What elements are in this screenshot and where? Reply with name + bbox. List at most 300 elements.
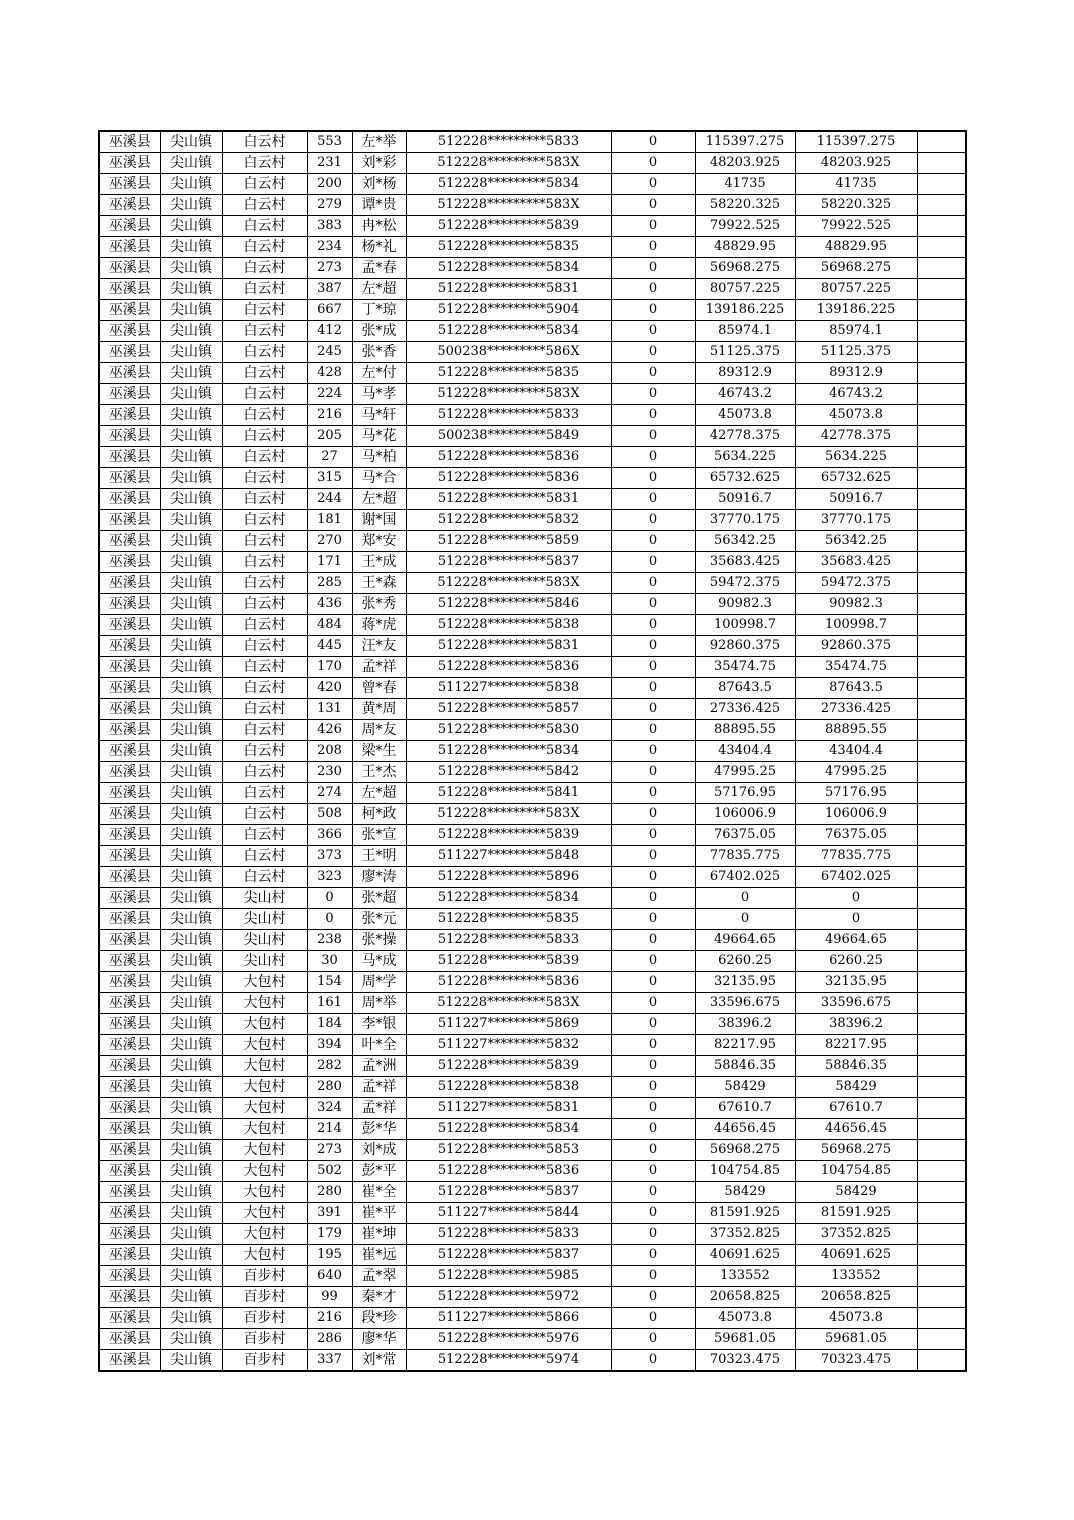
id-number-cell: 512228*********5830	[406, 720, 611, 741]
blank-cell	[917, 972, 966, 993]
town-cell: 尖山镇	[160, 279, 222, 300]
town-cell: 尖山镇	[160, 405, 222, 426]
area-cell: 171	[307, 552, 352, 573]
name-cell: 王*明	[352, 846, 406, 867]
area-cell: 502	[307, 1161, 352, 1182]
blank-cell	[917, 1287, 966, 1308]
village-cell: 大包村	[222, 1119, 307, 1140]
amount-cell: 5634.225	[695, 447, 795, 468]
amount-cell: 50916.7	[695, 489, 795, 510]
name-cell: 刘*成	[352, 1140, 406, 1161]
area-cell: 323	[307, 867, 352, 888]
blank-cell	[917, 762, 966, 783]
amount-cell: 70323.475	[695, 1350, 795, 1372]
table-row	[99, 636, 966, 657]
name-cell: 张*香	[352, 342, 406, 363]
amount-cell: 87643.5	[695, 678, 795, 699]
village-cell: 大包村	[222, 1077, 307, 1098]
blank-cell	[917, 300, 966, 321]
amount-cell: 58429	[695, 1077, 795, 1098]
blank-cell	[917, 720, 966, 741]
amount-cell: 139186.225	[695, 300, 795, 321]
village-cell: 白云村	[222, 867, 307, 888]
id-number-cell: 512228*********5836	[406, 657, 611, 678]
id-number-cell: 512228*********5834	[406, 258, 611, 279]
area-cell: 181	[307, 510, 352, 531]
name-cell: 左*超	[352, 489, 406, 510]
town-cell: 尖山镇	[160, 930, 222, 951]
county-cell: 巫溪县	[99, 1266, 160, 1287]
county-cell: 巫溪县	[99, 1182, 160, 1203]
town-cell: 尖山镇	[160, 384, 222, 405]
name-cell: 张*宣	[352, 825, 406, 846]
table-row	[99, 1266, 966, 1287]
county-cell: 巫溪县	[99, 405, 160, 426]
total-cell: 67402.025	[795, 867, 917, 888]
amount-cell: 80757.225	[695, 279, 795, 300]
village-cell: 白云村	[222, 552, 307, 573]
blank-cell	[917, 131, 966, 153]
id-number-cell: 512228*********5833	[406, 930, 611, 951]
town-cell: 尖山镇	[160, 888, 222, 909]
table-row	[99, 321, 966, 342]
table-row	[99, 174, 966, 195]
area-cell: 412	[307, 321, 352, 342]
village-cell: 大包村	[222, 1140, 307, 1161]
village-cell: 白云村	[222, 131, 307, 153]
total-cell: 106006.9	[795, 804, 917, 825]
total-cell: 92860.375	[795, 636, 917, 657]
table-row	[99, 1077, 966, 1098]
amount-cell: 0	[695, 888, 795, 909]
county-cell: 巫溪县	[99, 636, 160, 657]
town-cell: 尖山镇	[160, 195, 222, 216]
amount-cell: 88895.55	[695, 720, 795, 741]
zero-cell: 0	[611, 426, 695, 447]
name-cell: 王*森	[352, 573, 406, 594]
amount-cell: 27336.425	[695, 699, 795, 720]
town-cell: 尖山镇	[160, 1203, 222, 1224]
table-row	[99, 489, 966, 510]
total-cell: 50916.7	[795, 489, 917, 510]
county-cell: 巫溪县	[99, 195, 160, 216]
name-cell: 周*举	[352, 993, 406, 1014]
name-cell: 段*珍	[352, 1308, 406, 1329]
county-cell: 巫溪县	[99, 993, 160, 1014]
total-cell: 45073.8	[795, 405, 917, 426]
total-cell: 32135.95	[795, 972, 917, 993]
village-cell: 白云村	[222, 699, 307, 720]
village-cell: 白云村	[222, 468, 307, 489]
amount-cell: 100998.7	[695, 615, 795, 636]
id-number-cell: 512228*********5857	[406, 699, 611, 720]
amount-cell: 43404.4	[695, 741, 795, 762]
blank-cell	[917, 258, 966, 279]
total-cell: 42778.375	[795, 426, 917, 447]
village-cell: 白云村	[222, 762, 307, 783]
county-cell: 巫溪县	[99, 1287, 160, 1308]
village-cell: 白云村	[222, 342, 307, 363]
table-row	[99, 1329, 966, 1350]
name-cell: 马*合	[352, 468, 406, 489]
total-cell: 81591.925	[795, 1203, 917, 1224]
total-cell: 48203.925	[795, 153, 917, 174]
amount-cell: 44656.45	[695, 1119, 795, 1140]
zero-cell: 0	[611, 615, 695, 636]
total-cell: 79922.525	[795, 216, 917, 237]
total-cell: 59681.05	[795, 1329, 917, 1350]
id-number-cell: 512228*********5834	[406, 1119, 611, 1140]
total-cell: 58429	[795, 1182, 917, 1203]
id-number-cell: 512228*********5839	[406, 216, 611, 237]
county-cell: 巫溪县	[99, 594, 160, 615]
town-cell: 尖山镇	[160, 363, 222, 384]
town-cell: 尖山镇	[160, 678, 222, 699]
area-cell: 280	[307, 1182, 352, 1203]
total-cell: 48829.95	[795, 237, 917, 258]
village-cell: 白云村	[222, 426, 307, 447]
table-row	[99, 1308, 966, 1329]
area-cell: 426	[307, 720, 352, 741]
county-cell: 巫溪县	[99, 1056, 160, 1077]
county-cell: 巫溪县	[99, 342, 160, 363]
id-number-cell: 512228*********583X	[406, 804, 611, 825]
zero-cell: 0	[611, 1119, 695, 1140]
id-number-cell: 512228*********5836	[406, 972, 611, 993]
zero-cell: 0	[611, 363, 695, 384]
area-cell: 508	[307, 804, 352, 825]
blank-cell	[917, 1077, 966, 1098]
area-cell: 224	[307, 384, 352, 405]
zero-cell: 0	[611, 405, 695, 426]
zero-cell: 0	[611, 1014, 695, 1035]
id-number-cell: 511227*********5844	[406, 1203, 611, 1224]
town-cell: 尖山镇	[160, 552, 222, 573]
id-number-cell: 500238*********586X	[406, 342, 611, 363]
county-cell: 巫溪县	[99, 888, 160, 909]
amount-cell: 20658.825	[695, 1287, 795, 1308]
table-row	[99, 216, 966, 237]
name-cell: 张*操	[352, 930, 406, 951]
village-cell: 白云村	[222, 153, 307, 174]
id-number-cell: 512228*********5838	[406, 615, 611, 636]
county-cell: 巫溪县	[99, 237, 160, 258]
total-cell: 51125.375	[795, 342, 917, 363]
zero-cell: 0	[611, 930, 695, 951]
id-number-cell: 512228*********5974	[406, 1350, 611, 1372]
county-cell: 巫溪县	[99, 1098, 160, 1119]
village-cell: 大包村	[222, 1161, 307, 1182]
table-row	[99, 237, 966, 258]
total-cell: 58846.35	[795, 1056, 917, 1077]
zero-cell: 0	[611, 888, 695, 909]
id-number-cell: 512228*********5839	[406, 1056, 611, 1077]
total-cell: 139186.225	[795, 300, 917, 321]
town-cell: 尖山镇	[160, 426, 222, 447]
id-number-cell: 512228*********5839	[406, 951, 611, 972]
village-cell: 白云村	[222, 321, 307, 342]
amount-cell: 58220.325	[695, 195, 795, 216]
zero-cell: 0	[611, 1350, 695, 1372]
name-cell: 秦*才	[352, 1287, 406, 1308]
amount-cell: 48203.925	[695, 153, 795, 174]
area-cell: 324	[307, 1098, 352, 1119]
amount-cell: 51125.375	[695, 342, 795, 363]
blank-cell	[917, 594, 966, 615]
id-number-cell: 512228*********5833	[406, 405, 611, 426]
blank-cell	[917, 531, 966, 552]
blank-cell	[917, 1119, 966, 1140]
total-cell: 45073.8	[795, 1308, 917, 1329]
amount-cell: 40691.625	[695, 1245, 795, 1266]
table-row	[99, 531, 966, 552]
name-cell: 廖*涛	[352, 867, 406, 888]
table-row	[99, 258, 966, 279]
county-cell: 巫溪县	[99, 1224, 160, 1245]
total-cell: 41735	[795, 174, 917, 195]
total-cell: 104754.85	[795, 1161, 917, 1182]
name-cell: 柯*政	[352, 804, 406, 825]
table-row	[99, 657, 966, 678]
total-cell: 70323.475	[795, 1350, 917, 1372]
table-row	[99, 1098, 966, 1119]
area-cell: 0	[307, 888, 352, 909]
amount-cell: 35683.425	[695, 552, 795, 573]
county-cell: 巫溪县	[99, 1203, 160, 1224]
blank-cell	[917, 552, 966, 573]
zero-cell: 0	[611, 993, 695, 1014]
blank-cell	[917, 1161, 966, 1182]
zero-cell: 0	[611, 1287, 695, 1308]
zero-cell: 0	[611, 1140, 695, 1161]
county-cell: 巫溪县	[99, 384, 160, 405]
county-cell: 巫溪县	[99, 279, 160, 300]
amount-cell: 115397.275	[695, 131, 795, 153]
id-number-cell: 512228*********5831	[406, 636, 611, 657]
village-cell: 大包村	[222, 1098, 307, 1119]
zero-cell: 0	[611, 489, 695, 510]
blank-cell	[917, 1266, 966, 1287]
zero-cell: 0	[611, 573, 695, 594]
blank-cell	[917, 888, 966, 909]
village-cell: 白云村	[222, 573, 307, 594]
county-cell: 巫溪县	[99, 174, 160, 195]
town-cell: 尖山镇	[160, 153, 222, 174]
blank-cell	[917, 741, 966, 762]
town-cell: 尖山镇	[160, 573, 222, 594]
town-cell: 尖山镇	[160, 174, 222, 195]
zero-cell: 0	[611, 447, 695, 468]
blank-cell	[917, 615, 966, 636]
blank-cell	[917, 804, 966, 825]
village-cell: 白云村	[222, 510, 307, 531]
table-row	[99, 993, 966, 1014]
county-cell: 巫溪县	[99, 1329, 160, 1350]
name-cell: 左*超	[352, 279, 406, 300]
zero-cell: 0	[611, 1245, 695, 1266]
county-cell: 巫溪县	[99, 825, 160, 846]
id-number-cell: 512228*********5985	[406, 1266, 611, 1287]
amount-cell: 59681.05	[695, 1329, 795, 1350]
amount-cell: 56968.275	[695, 1140, 795, 1161]
blank-cell	[917, 342, 966, 363]
county-cell: 巫溪县	[99, 951, 160, 972]
blank-cell	[917, 174, 966, 195]
area-cell: 420	[307, 678, 352, 699]
id-number-cell: 511227*********5869	[406, 1014, 611, 1035]
name-cell: 彭*华	[352, 1119, 406, 1140]
village-cell: 白云村	[222, 174, 307, 195]
county-cell: 巫溪县	[99, 468, 160, 489]
id-number-cell: 512228*********5838	[406, 1077, 611, 1098]
total-cell: 58220.325	[795, 195, 917, 216]
id-number-cell: 512228*********5846	[406, 594, 611, 615]
zero-cell: 0	[611, 174, 695, 195]
id-number-cell: 512228*********5837	[406, 552, 611, 573]
name-cell: 汪*友	[352, 636, 406, 657]
total-cell: 43404.4	[795, 741, 917, 762]
zero-cell: 0	[611, 300, 695, 321]
town-cell: 尖山镇	[160, 1287, 222, 1308]
zero-cell: 0	[611, 342, 695, 363]
name-cell: 彭*平	[352, 1161, 406, 1182]
id-number-cell: 512228*********5841	[406, 783, 611, 804]
name-cell: 谭*贵	[352, 195, 406, 216]
village-cell: 大包村	[222, 993, 307, 1014]
county-cell: 巫溪县	[99, 846, 160, 867]
area-cell: 285	[307, 573, 352, 594]
blank-cell	[917, 867, 966, 888]
amount-cell: 67402.025	[695, 867, 795, 888]
id-number-cell: 512228*********5976	[406, 1329, 611, 1350]
area-cell: 170	[307, 657, 352, 678]
town-cell: 尖山镇	[160, 762, 222, 783]
town-cell: 尖山镇	[160, 1161, 222, 1182]
table-row	[99, 300, 966, 321]
total-cell: 56342.25	[795, 531, 917, 552]
area-cell: 270	[307, 531, 352, 552]
town-cell: 尖山镇	[160, 909, 222, 930]
county-cell: 巫溪县	[99, 720, 160, 741]
blank-cell	[917, 1098, 966, 1119]
zero-cell: 0	[611, 1182, 695, 1203]
county-cell: 巫溪县	[99, 1350, 160, 1372]
county-cell: 巫溪县	[99, 1161, 160, 1182]
total-cell: 90982.3	[795, 594, 917, 615]
id-number-cell: 512228*********5842	[406, 762, 611, 783]
county-cell: 巫溪县	[99, 510, 160, 531]
id-number-cell: 512228*********5835	[406, 909, 611, 930]
town-cell: 尖山镇	[160, 1140, 222, 1161]
blank-cell	[917, 699, 966, 720]
amount-cell: 81591.925	[695, 1203, 795, 1224]
total-cell: 56968.275	[795, 1140, 917, 1161]
town-cell: 尖山镇	[160, 468, 222, 489]
blank-cell	[917, 510, 966, 531]
village-cell: 白云村	[222, 846, 307, 867]
county-cell: 巫溪县	[99, 1077, 160, 1098]
table-row	[99, 1035, 966, 1056]
village-cell: 白云村	[222, 447, 307, 468]
table-row	[99, 153, 966, 174]
village-cell: 百步村	[222, 1350, 307, 1372]
village-cell: 白云村	[222, 300, 307, 321]
town-cell: 尖山镇	[160, 1329, 222, 1350]
amount-cell: 32135.95	[695, 972, 795, 993]
total-cell: 82217.95	[795, 1035, 917, 1056]
county-cell: 巫溪县	[99, 552, 160, 573]
county-cell: 巫溪县	[99, 153, 160, 174]
village-cell: 白云村	[222, 195, 307, 216]
village-cell: 大包村	[222, 1203, 307, 1224]
name-cell: 马*孝	[352, 384, 406, 405]
village-cell: 尖山村	[222, 951, 307, 972]
total-cell: 56968.275	[795, 258, 917, 279]
area-cell: 208	[307, 741, 352, 762]
table-row	[99, 279, 966, 300]
total-cell: 40691.625	[795, 1245, 917, 1266]
total-cell: 76375.05	[795, 825, 917, 846]
amount-cell: 106006.9	[695, 804, 795, 825]
amount-cell: 37352.825	[695, 1224, 795, 1245]
blank-cell	[917, 1203, 966, 1224]
village-cell: 大包村	[222, 1245, 307, 1266]
amount-cell: 35474.75	[695, 657, 795, 678]
table-row	[99, 1287, 966, 1308]
county-cell: 巫溪县	[99, 699, 160, 720]
county-cell: 巫溪县	[99, 363, 160, 384]
county-cell: 巫溪县	[99, 1119, 160, 1140]
village-cell: 白云村	[222, 720, 307, 741]
town-cell: 尖山镇	[160, 594, 222, 615]
id-number-cell: 512228*********5836	[406, 447, 611, 468]
area-cell: 234	[307, 237, 352, 258]
town-cell: 尖山镇	[160, 804, 222, 825]
area-cell: 445	[307, 636, 352, 657]
area-cell: 30	[307, 951, 352, 972]
total-cell: 88895.55	[795, 720, 917, 741]
zero-cell: 0	[611, 1308, 695, 1329]
id-number-cell: 511227*********5831	[406, 1098, 611, 1119]
id-number-cell: 512228*********5833	[406, 1224, 611, 1245]
county-cell: 巫溪县	[99, 531, 160, 552]
zero-cell: 0	[611, 195, 695, 216]
name-cell: 孟*春	[352, 258, 406, 279]
table-row	[99, 426, 966, 447]
village-cell: 白云村	[222, 615, 307, 636]
area-cell: 373	[307, 846, 352, 867]
town-cell: 尖山镇	[160, 951, 222, 972]
table-row	[99, 699, 966, 720]
amount-cell: 45073.8	[695, 405, 795, 426]
blank-cell	[917, 930, 966, 951]
name-cell: 周*学	[352, 972, 406, 993]
table-row	[99, 363, 966, 384]
zero-cell: 0	[611, 510, 695, 531]
id-number-cell: 511227*********5866	[406, 1308, 611, 1329]
blank-cell	[917, 783, 966, 804]
id-number-cell: 512228*********5839	[406, 825, 611, 846]
area-cell: 391	[307, 1203, 352, 1224]
id-number-cell: 512228*********583X	[406, 573, 611, 594]
blank-cell	[917, 1056, 966, 1077]
village-cell: 白云村	[222, 384, 307, 405]
county-cell: 巫溪县	[99, 930, 160, 951]
village-cell: 尖山村	[222, 909, 307, 930]
table-row	[99, 825, 966, 846]
zero-cell: 0	[611, 321, 695, 342]
county-cell: 巫溪县	[99, 258, 160, 279]
